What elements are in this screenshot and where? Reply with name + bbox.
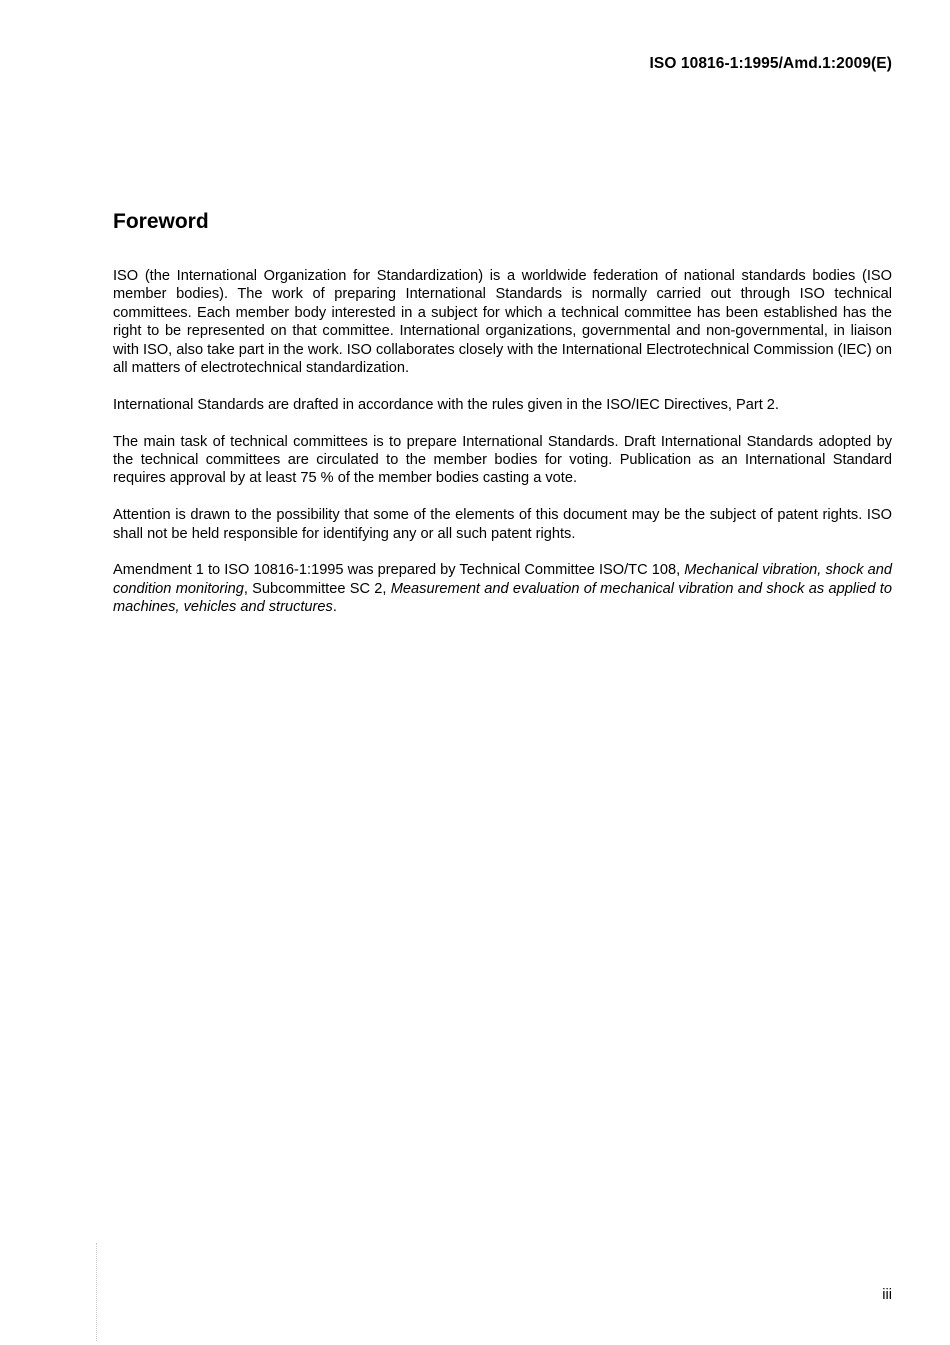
document-identifier: ISO 10816-1:1995/Amd.1:2009(E): [649, 55, 892, 72]
amendment-text-2: , Subcommittee SC 2,: [243, 580, 391, 597]
foreword-section: [113, 208, 892, 635]
amendment-text-1: Amendment 1 to ISO 10816-1:1995 was prepared by Technical Committee ISO/TC 108,: [113, 562, 685, 579]
margin-watermark-line: [96, 1243, 99, 1341]
paragraph-directives: International Standards are drafted in accordance with the rules given in the ISO/IEC Directives, Part 2.: [113, 396, 779, 413]
subcommittee-title: Measurement and evaluation of mechanical vibration and shock as applied to machines, vehicles and structures: [113, 580, 892, 616]
paragraph-amendment-info: [113, 561, 892, 616]
page-number: iii: [882, 1287, 892, 1303]
technical-committee-title: Mechanical vibration, shock and condition monitoring: [113, 562, 893, 597]
paragraph-patent-rights: Attention is drawn to the possibility that some of the elements of this document may be the subject of patent rights. ISO shall not be held responsible for identifying any or all such patent rights.: [113, 507, 892, 542]
paragraph-iso-overview: ISO (the International Organization for Standardization) is a worldwide federation of national standards bodies (ISO member bodies). The work of preparing International Standards is normally carried out through ISO technical committees. Each member body interested in a subject for which a technical committee has been established has the right to be represented on that committee. International organizations, governmental and non-governmental, in liaison with ISO, also take part in the work. ISO collaborates closely with the International Electrotechnical Commission (IEC) on all matters of electrotechnical standardization.: [113, 268, 892, 377]
section-title: Foreword: [113, 210, 209, 233]
amendment-text-3: .: [332, 599, 337, 616]
paragraph-technical-committees: The main task of technical committees is to prepare International Standards. Draft International Standards adopted by the technical committees are circulated to the member bodies for voting. Publication as an International Standard requires approval by at least 75 % of the member bodies casting a vote.: [113, 433, 892, 487]
